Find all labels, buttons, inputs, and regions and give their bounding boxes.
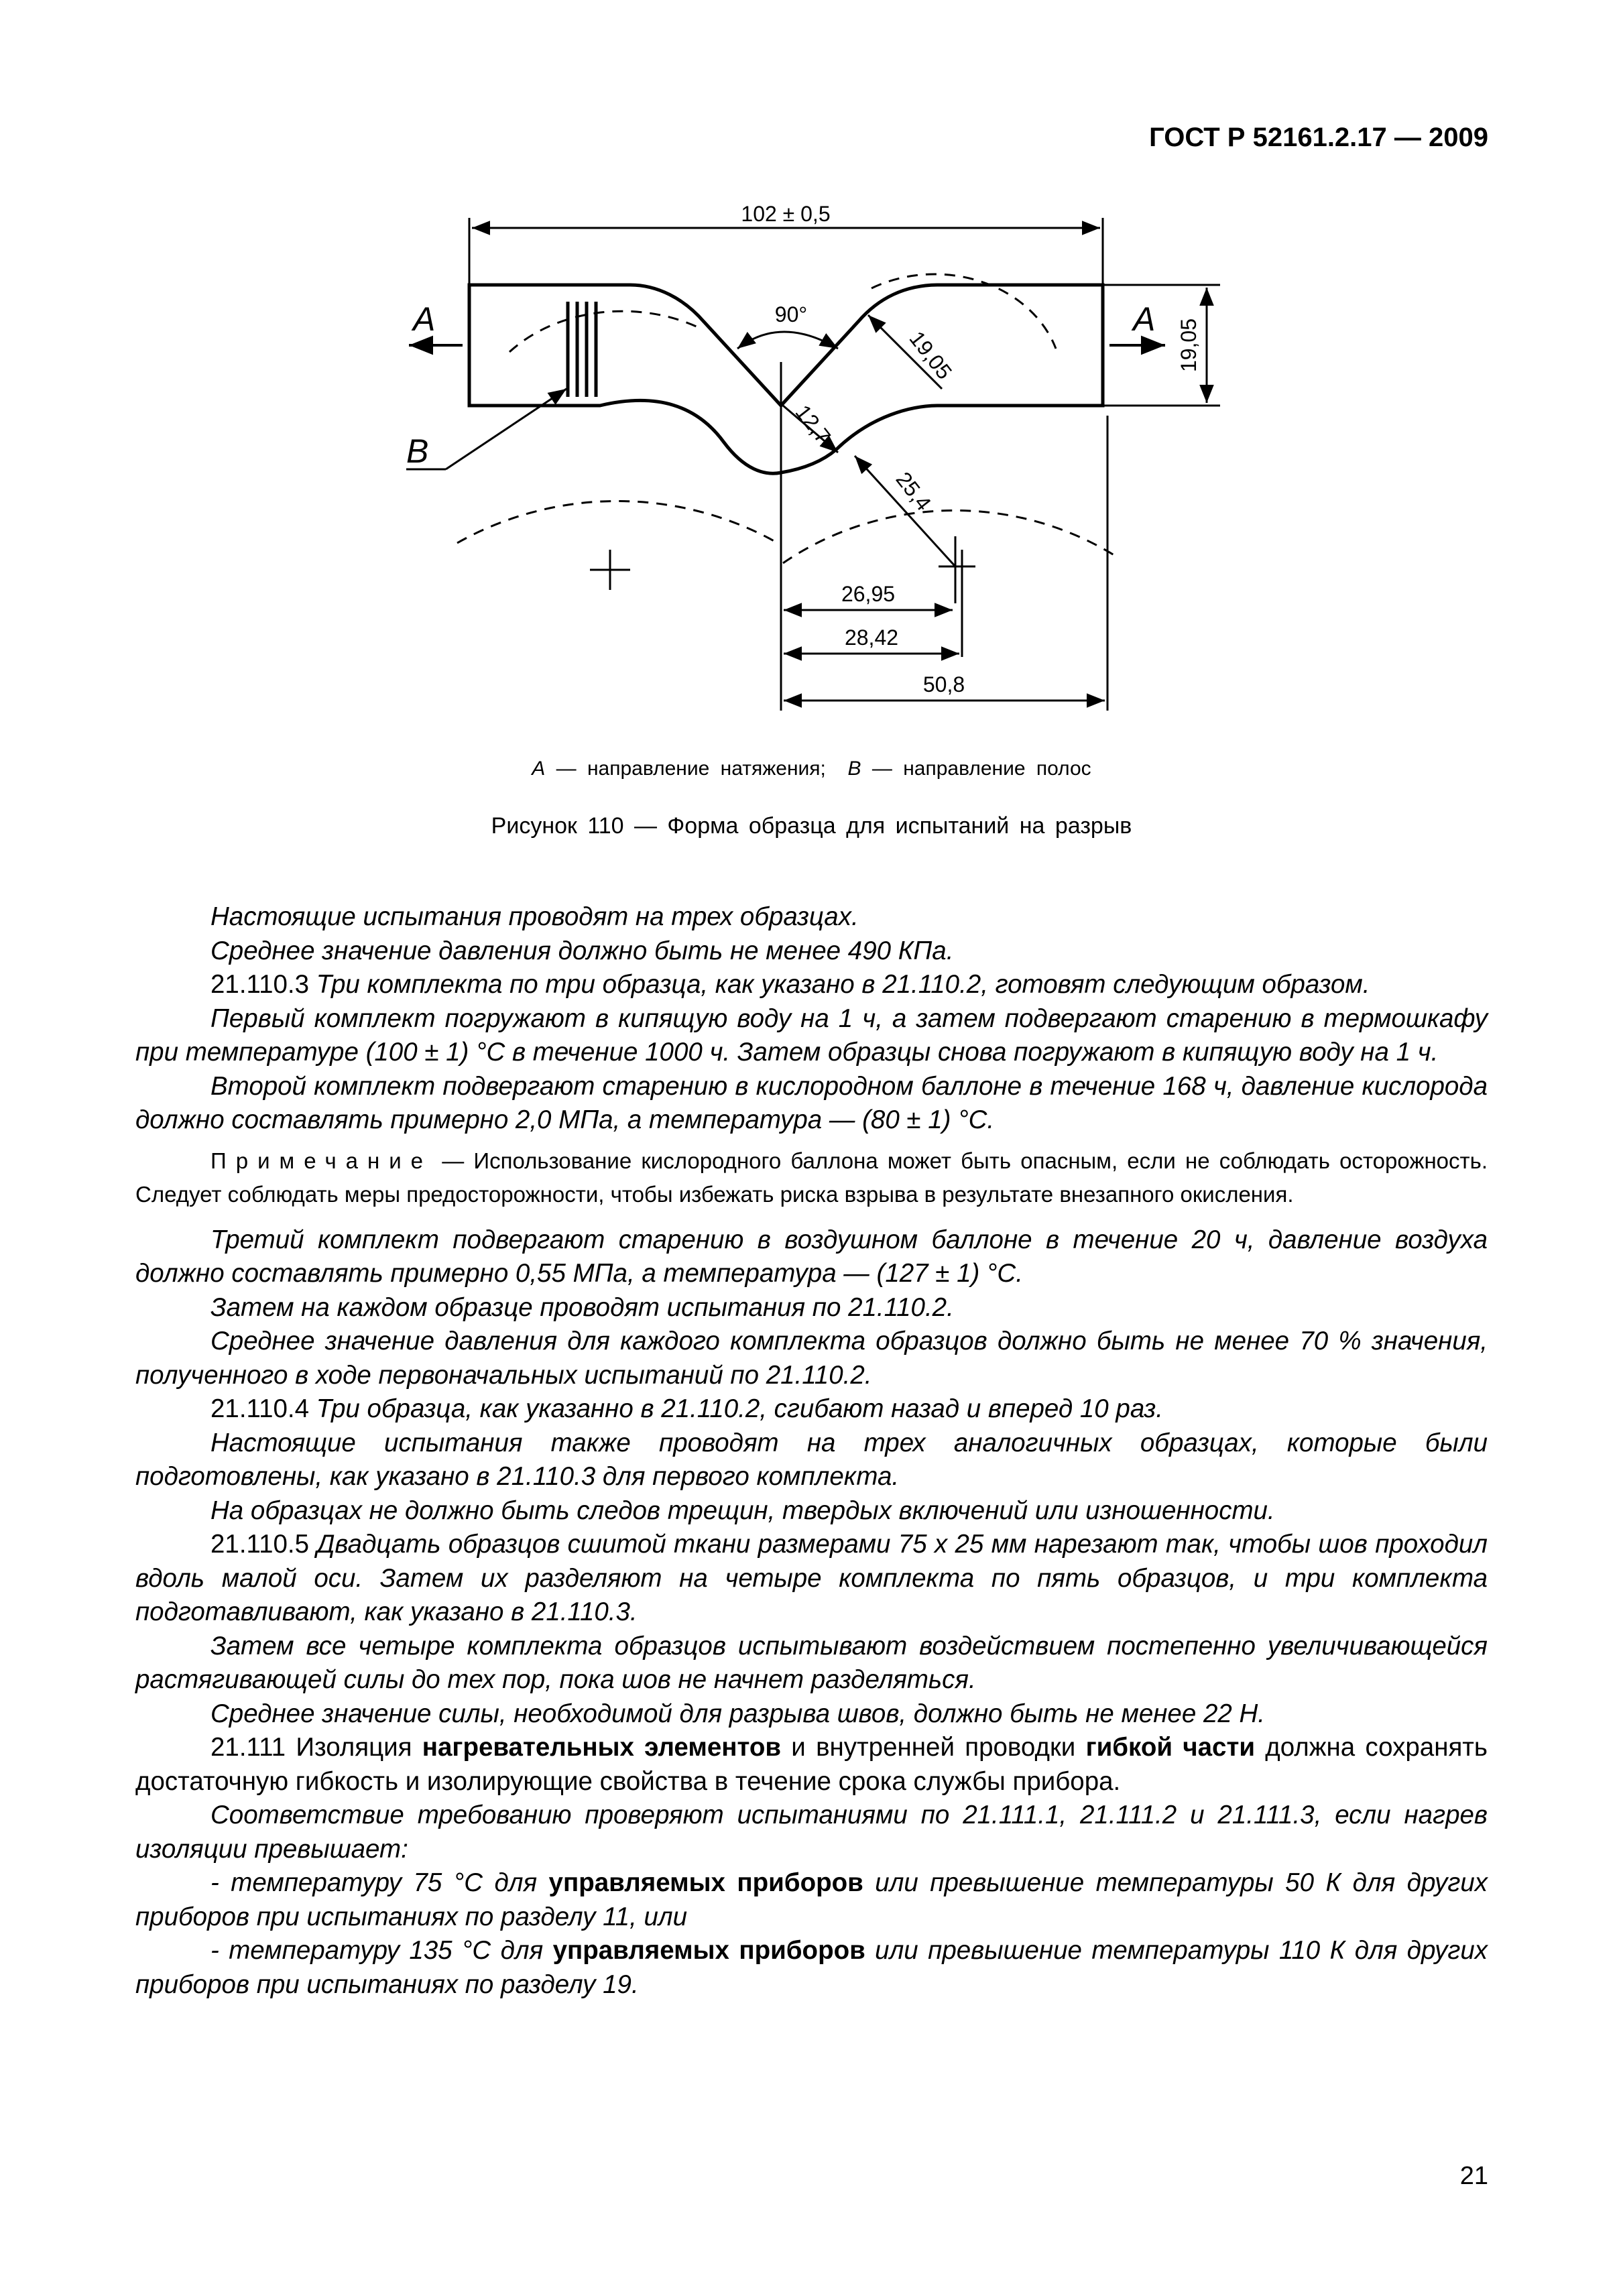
dim-50-label: 50,8 (922, 672, 965, 697)
clause-number: 21.110.3 (211, 970, 310, 999)
paragraph: 21.111 Изоляция нагревательных элементов и внутренней проводки гибкой части должна сохранять достаточную гибкость и изолирующие свойства в течение срока службы прибора. (135, 1733, 1488, 1796)
label-a-right: A (1133, 300, 1156, 338)
list-item: - температуру 75 °С для управляемых приборов или превышение температуры 50 К для других приборов при испытаниях по разделу 11, или (135, 1868, 1488, 1931)
angle-arc (737, 332, 838, 349)
document-body (135, 900, 1488, 2002)
radius-lower-label: 25,4 (891, 467, 937, 516)
list-item: - температуру 135 °С для управляемых приборов или превышение температуры 110 К для других приборов при испытаниях по разделу 19. (135, 1936, 1488, 1999)
paragraph: Среднее значение силы, необходимой для разрыва швов, должно быть не менее 22 Н. (211, 1699, 1265, 1728)
paragraph: Третий комплект подвергают старению в воздушном баллоне в течение 20 ч, давление воздуха должно составлять примерно 0,55 МПа, а температура — (127 ± 1) °С. (135, 1225, 1488, 1288)
paragraph: 21.110.3 Три комплекта по три образца, как указано в 21.110.2, готовят следующим образом. (211, 970, 1370, 999)
clause-number: 21.110.4 (211, 1394, 310, 1423)
note-label: Примечание (211, 1148, 433, 1173)
paragraph: Настоящие испытания также проводят на трех аналогичных образцах, которые были подготовлены, как указано в 21.110.3 для первого комплекта. (135, 1428, 1488, 1491)
note (135, 1144, 1488, 1211)
test-specimen-figure (0, 0, 1623, 758)
legend-key-b: B (847, 758, 861, 780)
page-number: 21 (1459, 2162, 1488, 2190)
paragraph: 21.110.5 Двадцать образцов сшитой ткани размерами 75 x 25 мм нарезают так, чтобы шов проходил вдоль малой оси. Затем их разделяют на четыре комплекта по пять образцов, и три комплекта подготавливают, как указано в 21.110.3. (135, 1530, 1488, 1626)
legend-text-a: — направление натяжения; (545, 758, 826, 780)
dashed-arc-upper-left (509, 311, 701, 352)
paragraph: Затем на каждом образце проводят испытания по 21.110.2. (211, 1292, 954, 1322)
document-code: ГОСТ Р 52161.2.17 — 2009 (1149, 123, 1488, 152)
defined-term: управляемых приборов (552, 1936, 865, 1965)
legend-text-b: — направление полос (861, 758, 1091, 780)
dashed-arc-lower-right (783, 510, 1116, 563)
paragraph: Затем все четыре комплекта образцов испытывают воздействием постепенно увеличивающейся растягивающей силы до тех пор, пока шов не начнет разделяться. (135, 1631, 1488, 1694)
figure-caption: Рисунок 110 — Форма образца для испытаний на разрыв (491, 813, 1132, 839)
paragraph: Соответствие требованию проверяют испытаниями по 21.111.1, 21.111.2 и 21.111.3, если нагрев изоляции превышает: (135, 1801, 1488, 1864)
label-b: B (406, 432, 429, 470)
figure-legend (0, 758, 1623, 780)
dim-26-label: 26,95 (841, 582, 896, 606)
dim-height-label: 19,05 (1177, 318, 1201, 373)
dim-width-label: 102 ± 0,5 (741, 202, 831, 226)
paragraph: Среднее значение давления для каждого комплекта образцов должно быть не менее 70 % значения, полученного в ходе первоначальных испытаний по 21.110.2. (135, 1327, 1488, 1390)
dim-28-label: 28,42 (844, 625, 899, 650)
dashed-arc-lower-left (457, 501, 778, 543)
paragraph: 21.110.4 Три образца, как указанно в 21.110.2, сгибают назад и вперед 10 раз. (211, 1394, 1163, 1423)
paragraph: На образцах не должно быть следов трещин, твердых включений или изношенности. (211, 1496, 1275, 1525)
note-text: — Использование кислородного баллона может быть опасным, если не соблюдать осторожность. Следует соблюдать меры предосторожности, чтобы избежать риска взрыва в результате внезапного окисления. (135, 1148, 1488, 1207)
defined-term: нагревательных элементов (422, 1733, 782, 1762)
paragraph: Настоящие испытания проводят на трех образцах. (211, 902, 859, 931)
radius-upper-label: 19,05 (904, 326, 957, 384)
paragraph: Второй комплект подвергают старению в кислородном баллоне в течение 168 ч, давление кислорода должно составлять примерно 2,0 МПа, а температура — (80 ± 1) °С. (135, 1071, 1488, 1134)
angle-label: 90° (774, 302, 808, 326)
legend-key-a: A (532, 758, 546, 780)
defined-term: гибкой части (1085, 1733, 1255, 1762)
clause-number: 21.110.5 (211, 1530, 310, 1559)
stripe-direction-arrow (446, 389, 566, 469)
neck-label: 12,7 (790, 400, 836, 448)
paragraph: Первый комплект погружают в кипящую воду на 1 ч, а затем подвергают старению в термошкафу при температуре (100 ± 1) °С в течение 1000 ч. Затем образцы снова погружают в кипящую воду на 1 ч. (135, 1004, 1488, 1067)
defined-term: управляемых приборов (548, 1868, 863, 1897)
paragraph: Среднее значение давления должно быть не менее 490 КПа. (211, 936, 954, 965)
label-a-left: A (413, 300, 436, 338)
